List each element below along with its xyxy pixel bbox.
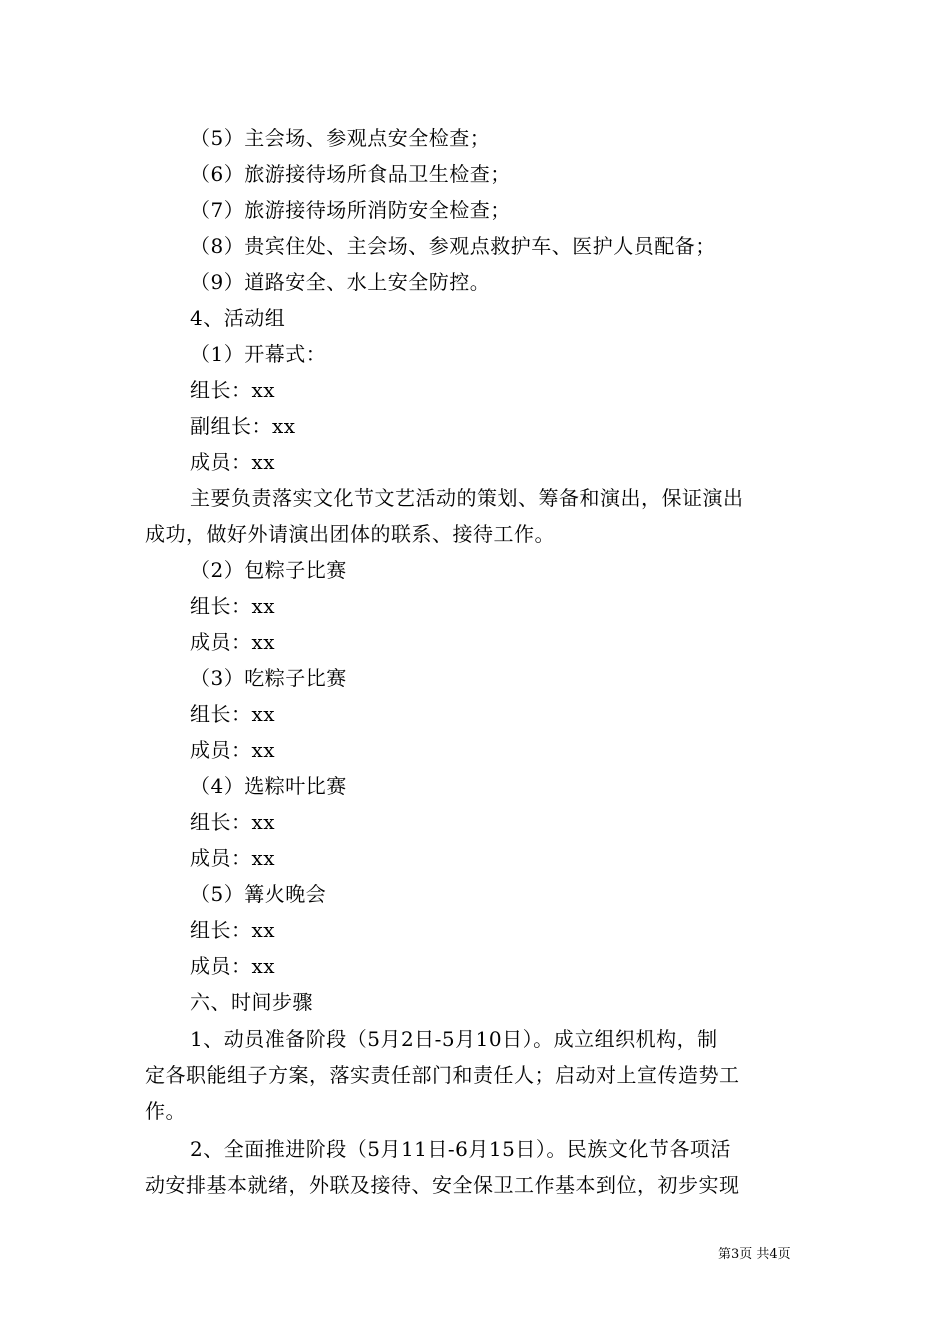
activity-leaf-selection: （4）选粽叶比赛: [190, 774, 347, 798]
step-2-line-1: 2、全面推进阶段（5月11日-6月15日）。民族文化节各项活: [190, 1137, 731, 1161]
leader-line: 组长：xx: [190, 594, 276, 618]
safety-item-7: （7）旅游接待场所消防安全检查；: [190, 198, 511, 222]
leader-line: 组长：xx: [190, 810, 276, 834]
safety-item-8: （8）贵宾住处、主会场、参观点救护车、医护人员配备；: [190, 234, 716, 258]
step-1-line-1: 1、动员准备阶段（5月2日-5月10日）。成立组织机构，制: [190, 1027, 718, 1051]
section-heading-timeline: 六、时间步骤: [190, 990, 313, 1014]
activity-zongzi-eating: （3）吃粽子比赛: [190, 666, 347, 690]
leader-line: 组长：xx: [190, 918, 276, 942]
member-line: 成员：xx: [190, 954, 276, 978]
activity-opening-ceremony: （1）开幕式：: [190, 342, 327, 366]
leader-line: 组长：xx: [190, 702, 276, 726]
page-number-footer: 第3页 共4页: [718, 1247, 791, 1262]
section-heading-activity-group: 4、活动组: [190, 306, 286, 330]
step-1-line-3: 作。: [145, 1099, 186, 1123]
safety-item-9: （9）道路安全、水上安全防控。: [190, 270, 491, 294]
leader-line: 组长：xx: [190, 378, 276, 402]
opening-duty-line-1: 主要负责落实文化节文艺活动的策划、筹备和演出，保证演出: [190, 486, 744, 510]
deputy-leader-line: 副组长：xx: [190, 414, 296, 438]
activity-bonfire-party: （5）篝火晚会: [190, 882, 327, 906]
safety-item-6: （6）旅游接待场所食品卫生检查；: [190, 162, 511, 186]
member-line: 成员：xx: [190, 450, 276, 474]
member-line: 成员：xx: [190, 846, 276, 870]
safety-item-5: （5）主会场、参观点安全检查；: [190, 126, 491, 150]
step-2-line-2: 动安排基本就绪，外联及接待、安全保卫工作基本到位，初步实现: [145, 1173, 740, 1197]
opening-duty-line-2: 成功，做好外请演出团体的联系、接待工作。: [145, 522, 555, 546]
activity-zongzi-wrapping: （2）包粽子比赛: [190, 558, 347, 582]
member-line: 成员：xx: [190, 630, 276, 654]
step-1-line-2: 定各职能组子方案，落实责任部门和责任人；启动对上宣传造势工: [145, 1063, 740, 1087]
member-line: 成员：xx: [190, 738, 276, 762]
